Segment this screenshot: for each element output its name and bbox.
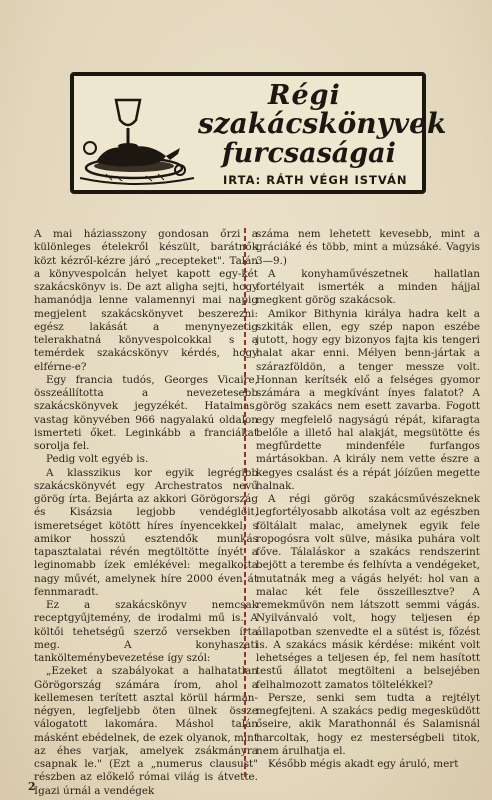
paragraph: A klasszikus kor egyik legrégibb szakácskönyvét egy Archestratos nevű görög írta. Bejárta az akkori Görögország és Kisázsia legjobb vendéglőit, ismeretséget kötött híres ínyencekkel, s amikor hosszú esztendők munkás tapasztalatai révén megtöltötte ínyét a leginomabb ízek emlékével: megalkotta nagy művét, amelynek híre 2000 éven át fennmaradt.	[34, 466, 258, 598]
paragraph: A régi görög szakácsművészeknek legfortélyosabb alkotása volt az egészben föltálalt malac, amelynek egyik fele ropogósra volt sülve, másika puhára volt főve. Tálaláskor a szakács rendszerint bejött a terembe és felhívta a vendégeket, mutatnák meg a vágás helyét: hol van a malac két fele összeillesztve? A remekművön nem látszott semmi vágás. Nyilvánvaló volt, hogy teljesen ép állapotban szenvedte el a sütést is, főzést is. A szakács másik kérdése: miként volt lehetséges a teljesen ép, fel nem hasított testű állatot megtölteni a belsejében felhalmozott zamatos töltelékkel?	[256, 493, 480, 691]
column-divider-rule	[242, 228, 248, 780]
title-line-1: Régi	[268, 80, 341, 111]
paragraph: Egy francia tudós, Georges Vicaire, összeállította a nevezetesebb szakácskönyvek jegyzékét. Hatalmas, vastag könyvében 966 nagyalakú oldalon ismerteti őket. Leginkább a franciákat sorolja fel.	[34, 373, 258, 452]
paragraph: Persze, senki sem tudta a rejtélyt megfejteni. A szakács pedig megesküdött őseire, akik Marathonnál és Salamisnál harcoltak, hogy ez mesterségbeli titok, nem árulhatja el.	[256, 691, 480, 757]
left-column	[34, 228, 258, 798]
paragraph: A mai háziasszony gondosan őrzi a különleges ételekről készült, barátnők közt kézről-kézre járó „recepteket". Talán a könyvespolcán helyet kapott egy-két szakácskönyv is. De azt aligha sejti, hogy hamanódja lenne valamennyi mai napig megjelent szakácskönyvet beszerezni: egész lakását a menynyezetig telerakhatná könyvespolcokkal s a temérdek szakácskönyv kérdés, hogy elférne-e?	[34, 228, 258, 373]
paragraph: Később mégis akadt egy áruló, mert	[268, 758, 459, 770]
paragraph: A konyhaművészetnek hallatlan fortélyait ismerték a minden hájjal megkent görög szakácsok.	[256, 267, 480, 307]
page-number: 2	[28, 780, 36, 793]
paragraph: száma nem lehetett kevesebb, mint a gráciáké és több, mint a múzsáké. Vagyis 3—9.)	[256, 228, 480, 267]
paragraph: „Ezeket a szabályokat a halhatatlan Görögország számára írom, ahol a kellemesen terített asztal körül hárman-négyen, legfeljebb öten ülnek össze válogatott lakomára. Máshol talán másként ebédelnek, de ezek olyanok, mint az éhes varjak, amelyek zsákmányra csapnak le." (Ezt a „numerus clausust" részben az előkelő római világ is átvette. Igazi úrnál a vendégek	[34, 665, 258, 797]
title-line-2: szakácskönyvek	[198, 107, 447, 140]
title-line-3: furcsaságai	[222, 138, 396, 169]
paragraph: Ez a szakácskönyv nemcsak receptgyűjtemény, de irodalmi mű is. A költői tehetségű szerző versekben írta meg. A konyhaszati tankölteménybevezetése így szól:	[34, 599, 258, 664]
still-life-illustration	[76, 82, 196, 186]
paragraph: Amikor Bithynia királya hadra kelt a szkiták ellen, egy szép napon eszébe jutott, hogy egy bizonyos fajta kis tengeri halat akar enni. Mélyen benn-jártak a szárazföldön, a tenger messze volt. Honnan kerítsék elő a felséges gyomor számára a megkívánt ínyes falatot? A görög szakács nem esett zavarba. Fogott egy megfelelő nagyságú répát, kifaragta belőle a illető hal alakját, megsütötte és megfűrdette mindenféle furfangos mártásokban. A király nem vette észre a kegyes csalást és a répát jóízűen megette halnak.	[256, 307, 480, 492]
paragraph: Pedig volt egyéb is.	[46, 453, 149, 466]
right-column	[256, 228, 480, 771]
article-header-woodcut	[70, 58, 447, 206]
author-byline: IRTA: RÁTH VÉGH ISTVÁN	[220, 173, 411, 187]
